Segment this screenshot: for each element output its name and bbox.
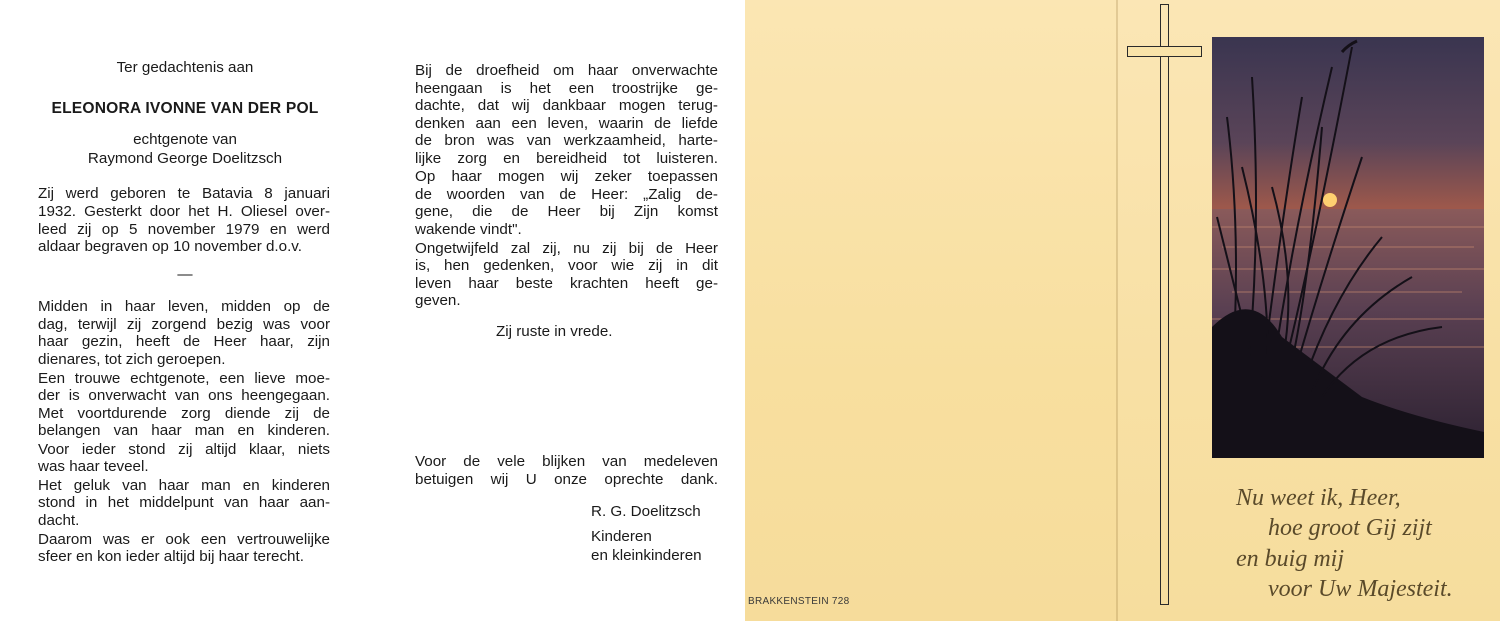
- paragraph-line: Midden in haar leven, midden op de: [38, 298, 330, 315]
- bio-line: aldaar begraven op 10 november d.o.v.: [38, 238, 302, 255]
- paragraph-line: Daarom was er ook een vertrouwelijke: [38, 531, 330, 548]
- thanks-line: Voor de vele blijken van medeleven: [415, 453, 718, 470]
- paragraph-line: Op haar mogen wij zeker toepassen: [415, 168, 718, 185]
- paragraph-line: heengaan is het een troostrijke ge-: [415, 80, 718, 97]
- paragraph-line: Voor ieder stond zij altijd klaar, niets: [38, 441, 330, 458]
- paragraph-line: gene, die de Heer bij Zijn komst: [415, 203, 718, 220]
- signature-line: en kleinkinderen: [591, 547, 702, 564]
- paragraph-line: dacht.: [38, 512, 80, 529]
- paragraph-line: Met voortdurende zorg diende zij de: [38, 405, 330, 422]
- card-fold: [1116, 0, 1118, 621]
- paragraph-line: haar gezin, heeft de Heer haar, zijn: [38, 333, 330, 350]
- paragraph-line: Ongetwijfeld zal zij, nu zij bij de Heer: [415, 240, 718, 257]
- memorial-heading: Ter gedachtenis aan: [116, 59, 254, 76]
- signature-line: R. G. Doelitzsch: [591, 503, 701, 520]
- bio-line: leed zij op 5 november 1979 en werd: [38, 221, 330, 238]
- relation-text: echtgenote van: [133, 131, 237, 148]
- poem-line: en buig mij: [1236, 546, 1344, 572]
- bio-line: 1932. Gesterkt door het H. Oliesel over-: [38, 203, 330, 220]
- divider-dash: —: [177, 266, 193, 283]
- spouse-name: Raymond George Doelitzsch: [87, 150, 283, 167]
- paragraph-line: is, hen gedenken, voor wie zij in dit: [415, 257, 718, 274]
- paragraph-line: leven haar beste krachten heeft ge-: [415, 275, 718, 292]
- paragraph-line: was haar teveel.: [38, 458, 149, 475]
- paragraph-line: Bij de droefheid om haar onverwachte: [415, 62, 718, 79]
- paragraph-line: de woorden van de Heer: „Zalig de-: [415, 186, 718, 203]
- paragraph-line: Het geluk van haar man en kinderen: [38, 477, 330, 494]
- paragraph-line: der is onverwacht van ons heengegaan.: [38, 387, 330, 404]
- paragraph-line: dachte, dat wij dankbaar mogen terug-: [415, 97, 718, 114]
- paragraph-line: sfeer en kon ieder altijd bij haar terecht.: [38, 548, 304, 565]
- paragraph-line: de bron was van werkzaamheid, harte-: [415, 132, 718, 149]
- cross-junction: [1162, 47, 1167, 56]
- poem-line: voor Uw Majesteit.: [1268, 576, 1453, 602]
- publisher-mark: BRAKKENSTEIN 728: [748, 596, 850, 607]
- paragraph-line: stond in het middelpunt van haar aan-: [38, 494, 330, 511]
- rest-in-peace: Zij ruste in vrede.: [496, 323, 613, 340]
- poem-line: Nu weet ik, Heer,: [1236, 485, 1401, 511]
- poem-line: hoe groot Gij zijt: [1268, 515, 1432, 541]
- back-panel: [745, 0, 1117, 621]
- paragraph-line: dag, terwijl zij zorgend bezig was voor: [38, 316, 330, 333]
- deceased-name: ELEONORA IVONNE VAN DER POL: [51, 100, 319, 117]
- thanks-line: betuigen wij U onze oprechte dank.: [415, 471, 718, 488]
- paragraph-line: belangen van haar man en kinderen.: [38, 422, 330, 439]
- paragraph-line: dienares, tot zich geroepen.: [38, 351, 226, 368]
- paragraph-line: geven.: [415, 292, 461, 309]
- signature-line: Kinderen: [591, 528, 652, 545]
- paragraph-line: Een trouwe echtgenote, een lieve moe-: [38, 370, 330, 387]
- paragraph-line: denken aan een leven, waarin de liefde: [415, 115, 718, 132]
- cross-icon: [1160, 4, 1169, 605]
- paragraph-line: lijke zorg en bereidheid tot luisteren.: [415, 150, 718, 167]
- paragraph-line: wakende vindt".: [415, 221, 522, 238]
- bio-line: Zij werd geboren te Batavia 8 januari: [38, 185, 330, 202]
- sunset-reeds-photo: [1212, 37, 1484, 458]
